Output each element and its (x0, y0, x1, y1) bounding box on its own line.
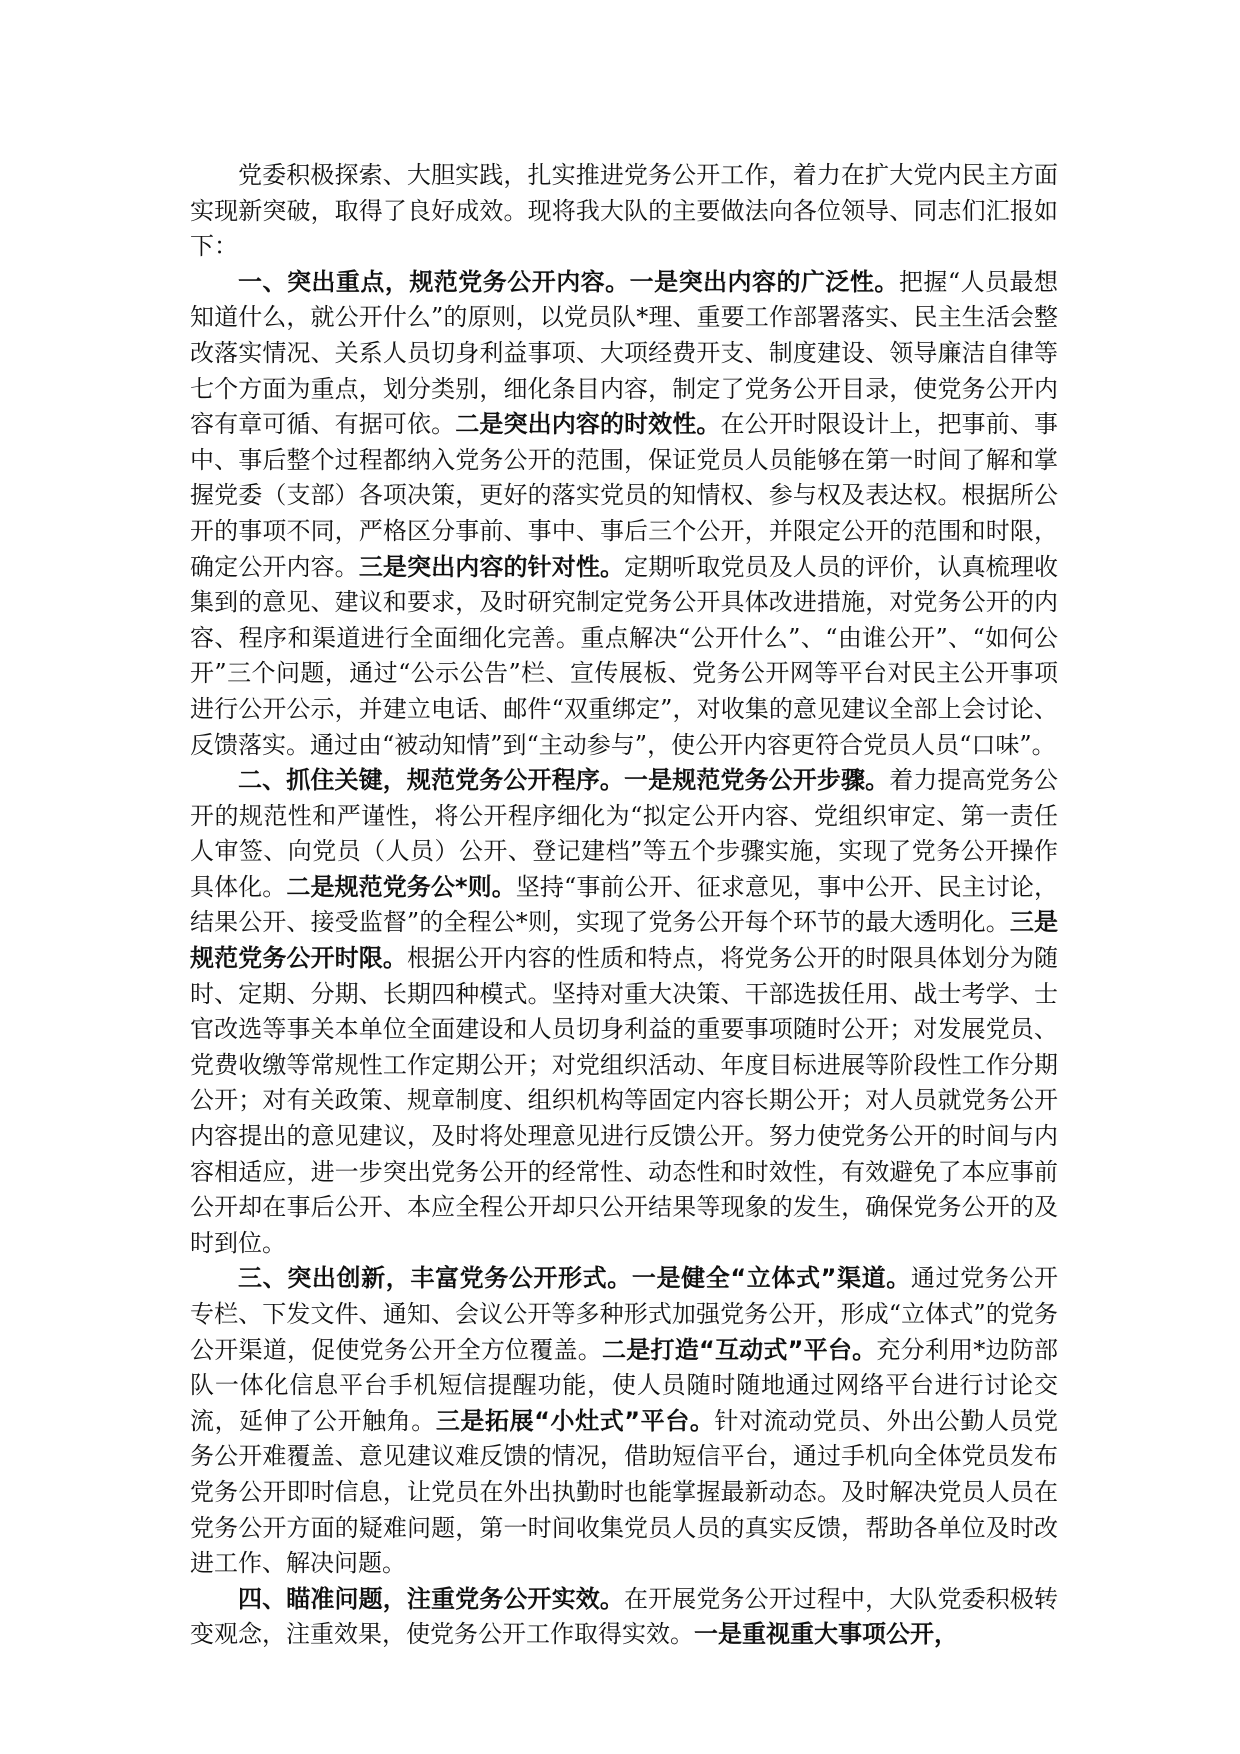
paragraph-section-four (190, 1582, 1058, 1653)
section-heading: 四、瞄准问题，注重党务公开实效。 (238, 1584, 624, 1613)
point-heading: 二是突出内容的时效性。 (455, 410, 721, 439)
document-page (190, 158, 1058, 1653)
paragraph-text: 在开展党务公开过程中，大队党委积极转变观念，注重效果，使党务公开工作取得实效。 (190, 1584, 1059, 1649)
point-heading: 一是规范党务公开步骤。 (623, 766, 890, 795)
paragraph-intro (190, 158, 1058, 265)
point-heading: 三是突出内容的针对性。 (358, 552, 625, 581)
point-heading: 一是突出内容的广泛性。 (629, 267, 899, 296)
point-heading: 二是规范党务公*则。 (286, 872, 516, 901)
section-heading: 一、突出重点，规范党务公开内容。 (238, 267, 630, 296)
paragraph-section-three (190, 1261, 1058, 1581)
paragraph-text: 着力提高党务公开的规范性和严谨性，将公开程序细化为“拟定公开内容、党组织审定、第一责任人审签、向党员（人员）公开、登记建档”等五个步骤实施，实现了党务公开操作具体化。 (190, 766, 1059, 901)
paragraph-section-one (190, 265, 1058, 763)
paragraph-text: 定期听取党员及人员的评价，认真梳理收集到的意见、建议和要求，及时研究制定党务公开具体改进措施，对党务公开的内容、程序和渠道进行全面细化完善。重点解决“公开什么”、“由谁公开”、“如何公开”三个问题，通过“公示公告”栏、宣传展板、党务公开网等平台对民主公开事项进行公开公示，并建立电话、邮件“双重绑定”，对收集的意见建议全部上会讨论、反馈落实。通过由“被动知情”到“主动参与”，使公开内容更符合党员人员“口味”。 (190, 552, 1059, 759)
paragraph-text: 针对流动党员、外出公勤人员党务公开难覆盖、意见建议难反馈的情况，借助短信平台，通过手机向全体党员发布党务公开即时信息，让党员在外出执勤时也能掌握最新动态。及时解决党员人员在党务公开方面的疑难问题，第一时间收集党员人员的真实反馈，帮助各单位及时改进工作、解决问题。 (190, 1406, 1059, 1578)
section-heading: 三、突出创新，丰富党务公开形式。 (238, 1264, 632, 1293)
section-heading: 二、抓住关键，规范党务公开程序。 (238, 766, 624, 795)
paragraph-section-two (190, 763, 1058, 1261)
paragraph-text: 充分利用*边防部队一体化信息平台手机短信提醒功能，使人员随时随地通过网络平台进行讨论交流，延伸了公开触角。 (190, 1335, 1059, 1435)
paragraph-text: 坚持“事前公开、征求意见，事中公开、民主讨论，结果公开、接受监督”的全程公*则，实现了党务公开每个环节的最大透明化。 (190, 872, 1058, 937)
paragraph-text: 党委积极探索、大胆实践，扎实推进党务公开工作，着力在扩大党内民主方面实现新突破，取得了良好成效。现将我大队的主要做法向各位领导、同志们汇报如下： (190, 161, 1058, 261)
paragraph-text: 在公开时限设计上，把事前、事中、事后整个过程都纳入党务公开的范围，保证党员人员能够在第一时间了解和掌握党委（支部）各项决策，更好的落实党员的知情权、参与权及表达权。根据所公开的事项不同，严格区分事前、事中、事后三个公开，并限定公开的范围和时限，确定公开内容。 (190, 410, 1059, 581)
point-heading: 二是打造“互动式”平台。 (602, 1335, 877, 1364)
point-heading: 一是健全“立体式”渠道。 (631, 1264, 911, 1293)
point-heading: 三是拓展“小灶式”平台。 (435, 1406, 715, 1435)
paragraph-text: 通过党务公开专栏、下发文件、通知、会议公开等多种形式加强党务公开，形成“立体式”的党务公开渠道，促使党务公开全方位覆盖。 (190, 1264, 1059, 1364)
point-heading: 一是重视重大事项公开， (694, 1620, 958, 1649)
paragraph-text: 根据公开内容的性质和特点，将党务公开的时限具体划分为随时、定期、分期、长期四种模式。坚持对重大决策、干部选拔任用、战士考学、士官改选等事关本单位全面建设和人员切身利益的重要事项随时公开；对发展党员、党费收缴等常规性工作定期公开；对党组织活动、年度目标进展等阶段性工作分期公开；对有关政策、规章制度、组织机构等固定内容长期公开；对人员就党务公开内容提出的意见建议，及时将处理意见进行反馈公开。努力使党务公开的时间与内容相适应，进一步突出党务公开的经常性、动态性和时效性，有效避免了本应事前公开却在事后公开、本应全程公开却只公开结果等现象的发生，确保党务公开的及时到位。 (190, 944, 1059, 1257)
paragraph-text: 把握“人员最想知道什么，就公开什么”的原则，以党员队*理、重要工作部署落实、民主生活会整改落实情况、关系人员切身利益事项、大项经费开支、制度建设、领导廉洁自律等七个方面为重点，划分类别，细化条目内容，制定了党务公开目录，使党务公开内容有章可循、有据可依。 (190, 267, 1059, 439)
point-heading: 三是规范党务公开时限。 (190, 908, 1058, 973)
